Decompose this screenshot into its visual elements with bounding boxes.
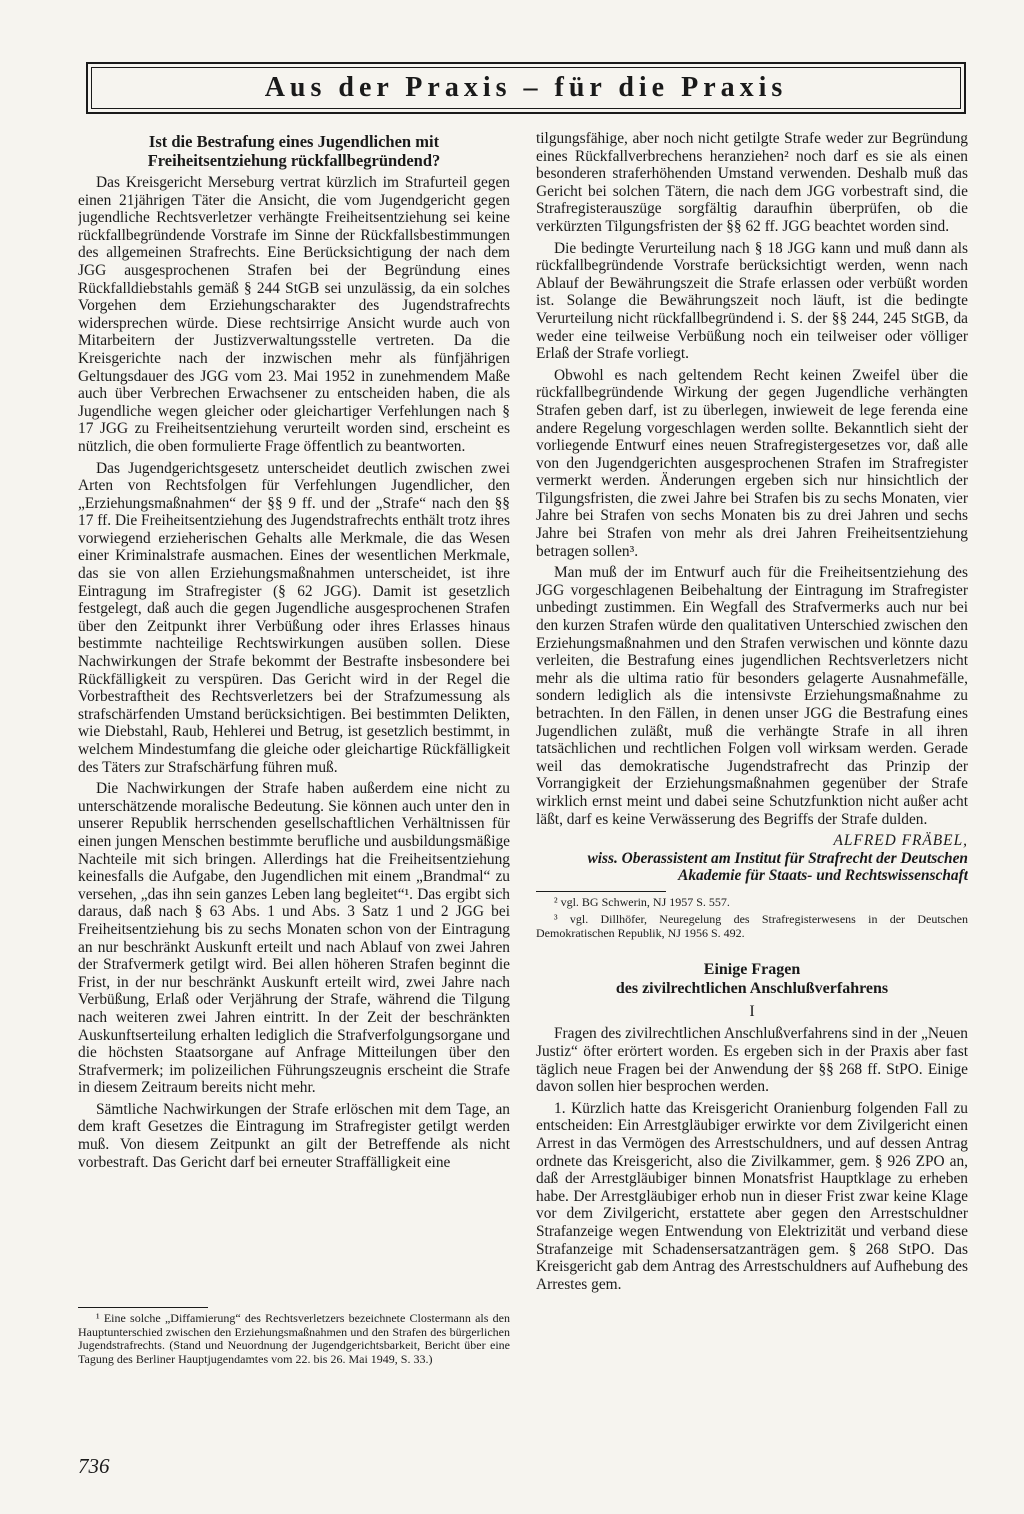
article1-paragraph: Das Jugendgerichtsgesetz unterscheidet deutlich zwischen zwei Arten von Rechtsfolgen für Verfehlungen Jugendlicher, den „Erziehungsmaßnahmen“ der §§ 9 ff. und der „Strafe“ nach den §§ 17 ff. Die Freiheitsentziehung des Jugendstrafrechts enthält trotz ihres vorwiegend erzieherischen Gehalts alle Merkmale, die das Wesen einer Kriminalstrafe ausmachen. Eines der wesentlichen Merkmale, das sie von allen Erziehungsmaßnahmen unterscheidet, ist ihre Eintragung im Strafregister (§ 62 JGG). Damit ist gesetzlich festgelegt, daß auch die gegen Jugendliche ausgesprochenen Strafen über den Zeitpunkt ihrer Verbüßung oder ihres Erlasses hinaus bestimmte nachteilige Rechtswirkungen ausüben sollen. Diese Nachwirkungen der Strafe bekommt der Bestrafte insbesondere bei Rückfälligkeit zu verspüren. Das Gericht wird in der Regel die Vorbestraftheit des Rechtsverletzers bei der Strafzumessung als strafschärfenden Umstand berücksichtigen. Bei bestimmten Delikten, wie Diebstahl, Raub, Hehlerei und Betrug, ist gesetzlich bestimmt, in welchem Mindestumfang die gleiche oder gleichartige Rückfälligkeit des Täters zur Strafschärfung führen muß. bbox=[78, 459, 510, 776]
left-column bbox=[78, 130, 510, 1450]
author-affiliation: wiss. Oberassistent am Institut für Strafrecht der Deutschen Akademie für Staats- und Rechtswissenschaft bbox=[587, 849, 968, 885]
article2-title-line2: des zivilrechtlichen Anschlußverfahrens bbox=[615, 980, 889, 998]
article2-paragraph: Fragen des zivilrechtlichen Anschlußverfahrens sind in der „Neuen Justiz“ öfter erörtert worden. Es ergeben sich in der Praxis aber fast täglich neue Fragen bei der Anwendung der §§ 268 ff. StPO. Einige davon sollen hier besprochen werden. bbox=[536, 1025, 968, 1096]
article1-paragraph: Obwohl es nach geltendem Recht keinen Zweifel über die rückfallbegründende Wirkung der gegen Jugendliche verhängten Strafen geben darf, ist zu überlegen, inwieweit de lege ferenda eine andere Regelung vorgeschlagen werden sollte. Bekanntlich sieht der vorliegende Entwurf eines neuen Strafregistergesetzes vor, daß alle von den Jugendgerichten ausgesprochenen Strafen im Strafregister vermerkt werden. Änderungen ergeben sich nur hinsichtlich der Tilgungsfristen, die zwei Jahre bei Strafen bis zu sechs Monaten, vier Jahre bei Strafen von sechs Monaten bis zu drei Jahren und sechs Jahre bei Strafen von mehr als drei Jahren Freiheitsentziehung betragen sollen³. bbox=[536, 366, 968, 560]
page-number: 736 bbox=[78, 1454, 110, 1478]
article1-paragraph: Das Kreisgericht Merseburg vertrat kürzlich im Strafurteil gegen einen 21jährigen Täter die Ansicht, die vom Jugendgericht gegen jugendliche Rechtsverletzer verhängte Freiheitsentziehung sei keine rückfallbegründende Vorstrafe im Sinne der Rückfallsbestimmungen des allgemeinen Strafrechts. Eine Berücksichtigung der nach dem JGG ausgesprochenen Strafen bei der Begründung eines Rückfalldiebstahls gemäß § 244 StGB sei unzulässig, da ein solches Vorgehen dem Erziehungscharakter des Jugendstrafrechts widersprechen würde. Diese rechtsirrige Ansicht wurde auch von Mitarbeitern der Justizverwaltungsstelle vertreten. Da die Kreisgerichte nach der inzwischen mehr als fünfjährigen Geltungsdauer des JGG vom 23. Mai 1952 in zunehmendem Maße auch über Verbrechen Erwachsener zu entscheiden haben, die als Jugendliche wegen gleicher oder gleichartiger Verfehlungen nach § 17 JGG zu Freiheitsentziehung verurteilt worden sind, erscheint es nützlich, die oben formulierte Frage öffentlich zu beantworten. bbox=[78, 174, 510, 455]
article1-paragraph: Die bedingte Verurteilung nach § 18 JGG kann und muß dann als rückfallbegründende Vorstrafe berücksichtigt werden, wenn nach Ablauf der Bewährungszeit die Strafe erlassen oder verbüßt worden ist. Solange die Bewährungszeit noch läuft, ist die bedingte Verurteilung nicht rückfallbegründend i. S. der §§ 244, 245 StGB, da weder eine teilweise Verbüßung noch ein teilweiser oder völliger Erlaß der Strafe vorliegt. bbox=[536, 239, 968, 363]
article2-paragraph: 1. Kürzlich hatte das Kreisgericht Oranienburg folgenden Fall zu entscheiden: Ein Arrestgläubiger erwirkte vor dem Zivilgericht einen Arrest in das Vermögen des Arrestschuldners, und auf dessen Antrag ordnete das Kreisgericht, also die Zivilkammer, gem. § 926 ZPO an, daß der Arrestgläubiger binnen Monatsfrist Hauptklage zu erheben habe. Der Arrestgläubiger erhob nun in dieser Frist zwar keine Klage vor dem Zivilgericht, erstattete aber gegen den Arrestschuldner Strafanzeige wegen Entwendung von Elektrizität und verband diese Strafanzeige mit Schadensersatzanträgen gem. § 268 StPO. Das Kreisgericht gab dem Antrag des Arrestschuldners auf Aufhebung des Arrestes gem. bbox=[536, 1099, 968, 1293]
article1-paragraph: Die Nachwirkungen der Strafe haben außerdem eine nicht zu unterschätzende moralische Bedeutung. Sie können auch unter den in unserer Republik herrschenden gesellschaftlichen Verhältnissen für einen jungen Menschen bestimmte berufliche und ausbildungsmäßige Nachteile mit sich bringen. Allerdings hat die Freiheitsentziehung keinesfalls die Aufgabe, den Jugendlichen mit einem „Brandmal“ zu versehen, „das ihn sein ganzes Leben lang begleitet“¹. Das ergibt sich daraus, daß nach § 63 Abs. 1 und Abs. 3 Satz 1 und 2 JGG bei Freiheitsentziehung bis zu sechs Monaten schon von der Eintragung an nur beschränkt Auskunft erteilt und nach Ablauf von zwei Jahren der Strafvermerk getilgt wird. Bei allen höheren Strafen beginnt die Frist, in der nur beschränkt Auskunft erteilt wird, zwei Jahre nach Verbüßung, Erlaß oder Verjährung der Strafe, während die Tilgung nach weiteren zwei Jahren eintritt. In der Zeit der beschränkten Auskunftserteilung erhalten lediglich die Strafverfolgungsorgane und die höchsten Staatsorgane auf Anfrage Mitteilungen über den Strafvermerk; im polizeilichen Führungszeugnis erscheint die Strafe in diesem Zeitraum bereits nicht mehr. bbox=[78, 780, 510, 1097]
article1-title: Ist die Bestrafung eines Jugendlichen mit Freiheitsentziehung rückfallbegründend? bbox=[147, 132, 441, 170]
footnote-3: ³ vgl. Dillhöfer, Neuregelung des Strafregisterwesens in der Deutschen Demokratischen Republik, NJ 1956 S. 492. bbox=[536, 912, 968, 940]
footnote-2: ² vgl. BG Schwerin, NJ 1957 S. 557. bbox=[554, 894, 730, 909]
footnote-rule bbox=[536, 891, 666, 892]
article2-title-line1: Einige Fragen bbox=[703, 961, 801, 979]
article1-paragraph: Sämtliche Nachwirkungen der Strafe erlöschen mit dem Tage, an dem kraft Gesetzes die Eintragung im Strafregister getilgt werden muß. Von diesem Zeitpunkt an gilt der Betreffende als nicht vorbestraft. Das Gericht darf bei erneuter Straffälligkeit eine bbox=[78, 1100, 510, 1171]
article2-section-number: I bbox=[749, 1003, 755, 1021]
author-name: ALFRED FRÄBEL, bbox=[833, 832, 968, 850]
section-banner bbox=[86, 62, 966, 114]
article1-paragraph: tilgungsfähige, aber noch nicht getilgte Strafe weder zur Begründung eines Rückfallverbrechens heranziehen² noch darf es sie als einen besonderen straferhöhenden Umstand verwenden. Deshalb muß das Gericht bei solchen Tätern, die nach dem JGG vorbestraft sind, die Strafregisterauszüge sorgfältig daraufhin überprüfen, ob die verkürzten Tilgungsfristen der §§ 62 ff. JGG beachtet worden sind. bbox=[536, 130, 968, 235]
footnote-1: ¹ Eine solche „Diffamierung“ des Rechtsverletzers bezeichnete Clostermann als den Hauptunterschied zwischen den Erziehungsmaßnahmen und den Strafen des bürgerlichen Jugendstrafrechts. (Stand und Neuordnung der Jugendgerichtsbarkeit, Bericht über eine Tagung des Berliner Hauptjugendamtes vom 22. bis 26. Mai 1949, S. 33.) bbox=[78, 1311, 510, 1366]
article1-paragraph: Man muß der im Entwurf auch für die Freiheitsentziehung des JGG vorgeschlagenen Beibehaltung der Eintragung im Strafregister unbedingt zustimmen. Ein Wegfall des Strafvermerks auch nur bei den kurzen Strafen würde den qualitativen Unterschied zwischen den Erziehungsmaßnahmen und den Strafen verwischen und könnte dazu verleiten, die Bestrafung eines jugendlichen Rechtsverletzers nicht mehr als die ultima ratio für besonders gelagerte Ausnahmefälle, sondern lediglich als die intensivste Erziehungsmaßnahme zu betrachten. In den Fällen, in denen unser JGG die Bestrafung eines Jugendlichen zuläßt, muß die verhängte Strafe in all ihren tatsächlichen und rechtlichen Folgen voll wirksam werden. Gerade weil das demokratische Jugendstrafrecht das Prinzip der Vorrangigkeit der Erziehungsmaßnahmen gegenüber der Strafe wirklich ernst meint und dabei seine Schutzfunktion nicht außer acht läßt, darf es keine Verwässerung des Begriffs der Strafe dulden. bbox=[536, 564, 968, 828]
right-column bbox=[536, 130, 968, 1450]
footnote-rule bbox=[78, 1307, 208, 1308]
footnotes-left bbox=[78, 1301, 510, 1370]
banner-title: Aus der Praxis – für die Praxis bbox=[264, 72, 788, 103]
